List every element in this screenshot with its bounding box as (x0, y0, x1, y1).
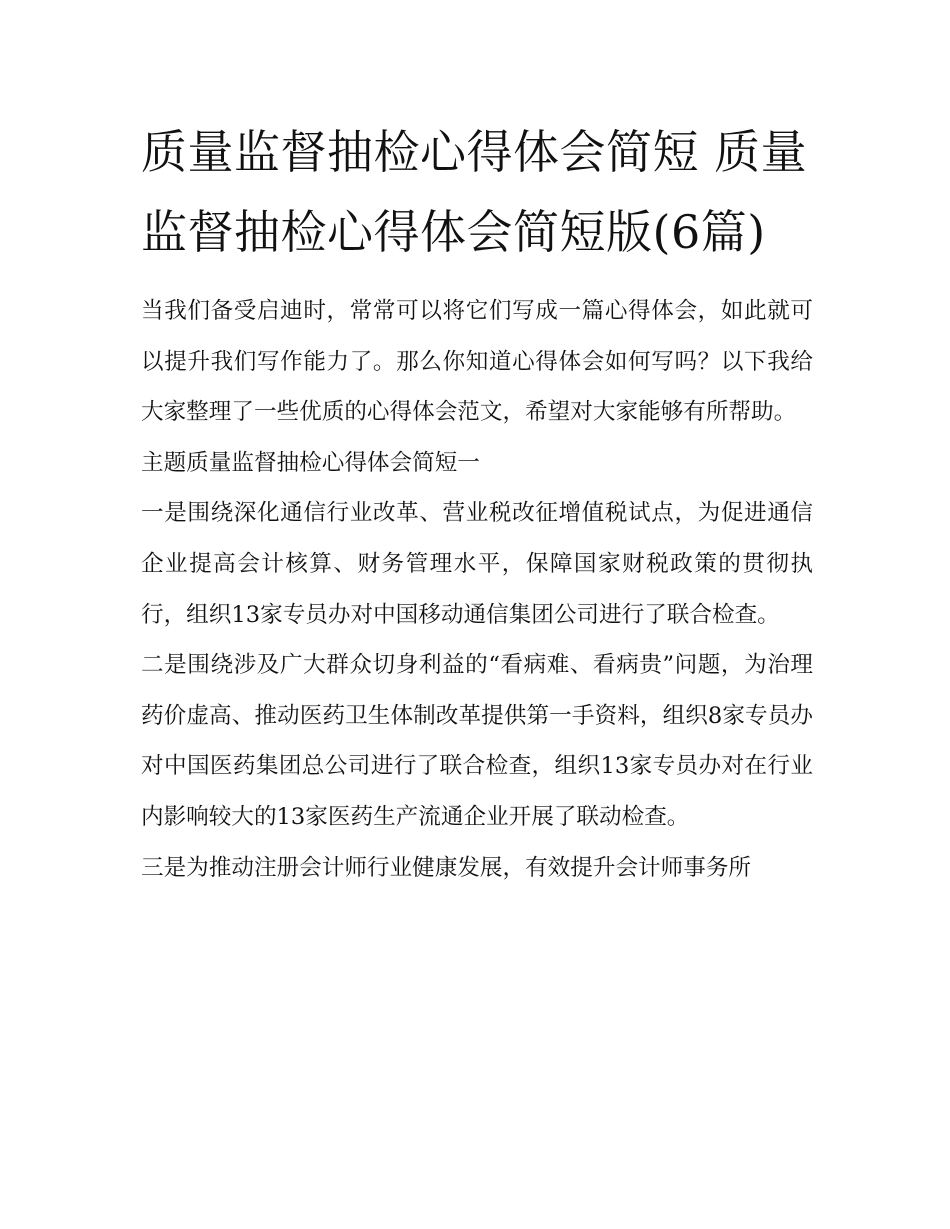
paragraph-point-2: 二是围绕涉及广大群众切身利益的“看病难、看病贵”问题，为治理药价虚高、推动医药卫生体制改革提供第一手资料，组织8家专员办对中国医药集团总公司进行了联合检查，组织13家专员办对在行业内影响较大的13家医药生产流通企业开展了联动检查。 (141, 652, 813, 830)
paragraph-intro: 当我们备受启迪时，常常可以将它们写成一篇心得体会，如此就可以提升我们写作能力了。那么你知道心得体会如何写吗？以下我给大家整理了一些优质的心得体会范文，希望对大家能够有所帮助。 (141, 298, 813, 426)
paragraph-point-3: 三是为推动注册会计师行业健康发展，有效提升会计师事务所 (141, 854, 752, 881)
paragraph-point-1: 一是围绕深化通信行业改革、营业税改征增值税试点，为促进通信企业提高会计核算、财务管理水平，保障国家财税政策的贯彻执行，组织13家专员办对中国移动通信集团公司进行了联合检查。 (141, 500, 813, 628)
document-title: 质量监督抽检心得体会简短 质量监督抽检心得体会简短版(6篇) (141, 125, 808, 259)
section-heading: 主题质量监督抽检心得体会简短一 (141, 449, 480, 476)
document-page (141, 112, 813, 893)
document-body (141, 286, 813, 893)
